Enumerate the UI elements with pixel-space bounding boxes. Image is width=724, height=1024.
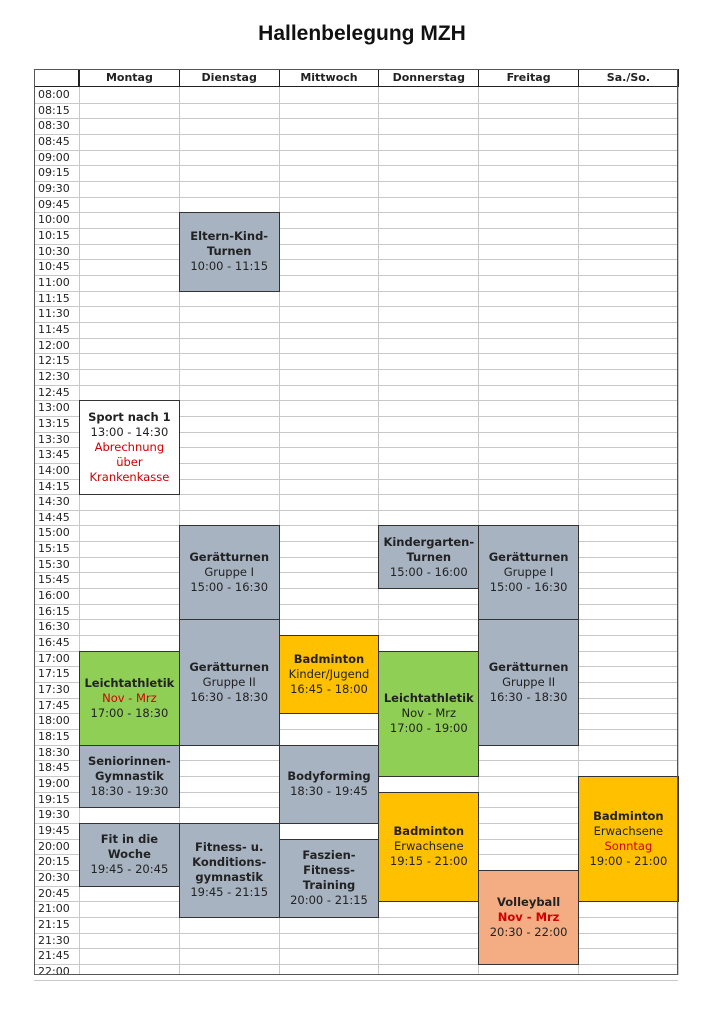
- time-label: 16:15: [38, 604, 70, 618]
- schedule-block-geraet-fr-1: [478, 525, 579, 620]
- block-line: Nov - Mrz: [497, 909, 560, 924]
- schedule-block-fitness: [179, 823, 280, 918]
- schedule-block-geraet-di-1: [179, 525, 280, 620]
- day-header: Sa./So.: [578, 69, 679, 87]
- block-title: Badminton: [293, 652, 365, 667]
- day-header: Freitag: [478, 69, 579, 87]
- row-line: [34, 134, 678, 135]
- schedule-block-bodyforming: [279, 745, 380, 824]
- time-label: 13:45: [38, 448, 70, 462]
- block-line: 10:00 - 11:15: [190, 259, 269, 274]
- block-line: Konditions-: [192, 855, 267, 870]
- block-line: 20:00 - 21:15: [290, 893, 368, 908]
- schedule-block-geraet-fr-2: [478, 619, 579, 745]
- schedule-block-kindergarten: [378, 525, 479, 589]
- block-title: Badminton: [393, 824, 465, 839]
- time-label: 14:30: [38, 495, 70, 509]
- row-line: [34, 291, 678, 292]
- block-line: Erwachsene: [593, 824, 664, 839]
- time-label: 08:00: [38, 88, 70, 101]
- row-line: [34, 181, 678, 182]
- row-line: [34, 369, 678, 370]
- time-label: 19:45: [38, 824, 70, 838]
- header-row: [34, 69, 678, 87]
- block-title: Sport nach 1: [88, 410, 171, 425]
- block-line: Gymnastik: [94, 769, 164, 784]
- time-label: 19:15: [38, 792, 70, 806]
- row-line: [34, 353, 678, 354]
- time-label: 10:00: [38, 213, 70, 227]
- time-label: 16:30: [38, 620, 70, 634]
- time-label: 11:00: [38, 275, 70, 289]
- row-line: [34, 604, 678, 605]
- row-line: [34, 588, 678, 589]
- block-line: Fitness-: [303, 863, 355, 878]
- row-line: [34, 212, 678, 213]
- block-line: Turnen: [406, 549, 452, 564]
- time-label: 17:15: [38, 667, 70, 681]
- block-title: Eltern-Kind-: [190, 229, 269, 244]
- block-line: 17:00 - 18:30: [90, 705, 169, 720]
- block-line: 16:45 - 18:00: [290, 682, 368, 697]
- time-label: 22:00: [38, 964, 70, 978]
- time-label: 11:15: [38, 291, 70, 305]
- block-title: Fit in die: [100, 832, 159, 847]
- row-line: [34, 510, 678, 511]
- block-line: 15:00 - 16:00: [389, 564, 468, 579]
- block-line: Training: [302, 878, 356, 893]
- time-label: 21:15: [38, 917, 70, 931]
- block-line: gymnastik: [195, 870, 263, 885]
- block-title: Fitness- u.: [195, 840, 264, 855]
- block-line: 19:15 - 21:00: [389, 854, 468, 869]
- block-line: Krankenkasse: [89, 470, 170, 485]
- time-label: 20:30: [38, 871, 70, 884]
- time-label: 09:30: [38, 181, 70, 195]
- schedule-grid: [34, 69, 678, 978]
- time-label: 12:45: [38, 385, 70, 399]
- row-line: [34, 948, 678, 949]
- block-title: Kindergarten-: [383, 534, 475, 549]
- time-label: 13:00: [38, 401, 70, 415]
- row-line: [34, 259, 678, 260]
- block-title: Gerätturnen: [189, 660, 270, 675]
- schedule-block-senioren: [79, 745, 180, 809]
- time-label: 18:30: [38, 745, 70, 759]
- schedule-block-fit-woche: [79, 823, 180, 887]
- day-header: Dienstag: [179, 69, 280, 87]
- time-label: 15:15: [38, 542, 70, 556]
- time-label: 13:30: [38, 432, 70, 446]
- time-label: 15:00: [38, 526, 70, 540]
- row-line: [34, 103, 678, 104]
- time-label: 09:15: [38, 166, 70, 180]
- block-line: 20:30 - 22:00: [489, 924, 568, 939]
- time-label: 08:30: [38, 119, 70, 133]
- schedule-block-leicht-mo: [79, 651, 180, 746]
- time-label: 08:15: [38, 103, 70, 117]
- schedule-block-sport-nach-1: [79, 400, 180, 495]
- time-label: 21:45: [38, 949, 70, 963]
- time-label: 14:45: [38, 510, 70, 524]
- time-label: 12:00: [38, 338, 70, 352]
- schedule-block-leicht-do: [378, 651, 479, 777]
- row-line: [34, 980, 678, 981]
- time-label: 10:45: [38, 260, 70, 274]
- time-label: 12:30: [38, 369, 70, 383]
- block-title: Gerätturnen: [189, 550, 270, 565]
- time-label: 15:45: [38, 573, 70, 587]
- day-header: Donnerstag: [378, 69, 479, 87]
- block-title: Leichtathletik: [383, 691, 474, 706]
- block-line: Kinder/Jugend: [288, 667, 370, 682]
- block-line: 16:30 - 18:30: [489, 690, 568, 705]
- row-line: [34, 338, 678, 339]
- block-line: Woche: [107, 847, 151, 862]
- row-line: [34, 964, 678, 965]
- time-label: 20:45: [38, 886, 70, 900]
- time-label: 14:00: [38, 463, 70, 477]
- schedule-block-eltern-kind: [179, 212, 280, 291]
- schedule-block-volleyball: [478, 870, 579, 965]
- day-header: Mittwoch: [279, 69, 380, 87]
- time-label: 17:45: [38, 698, 70, 712]
- block-line: Abrechnung über: [94, 440, 165, 470]
- time-label: 17:30: [38, 683, 70, 697]
- time-label: 19:00: [38, 777, 70, 791]
- block-line: 18:30 - 19:45: [290, 784, 368, 799]
- block-line: Nov - Mrz: [401, 706, 457, 721]
- time-label: 12:15: [38, 354, 70, 368]
- block-line: Turnen: [206, 244, 252, 259]
- row-line: [34, 525, 678, 526]
- row-line: [34, 118, 678, 119]
- schedule-block-badminton-so: [578, 776, 679, 902]
- schedule-block-faszien: [279, 839, 380, 918]
- block-line: Gruppe I: [204, 565, 255, 580]
- time-label: 10:15: [38, 228, 70, 242]
- block-line: 17:00 - 19:00: [389, 721, 468, 736]
- row-line: [34, 306, 678, 307]
- block-line: Gruppe II: [502, 675, 556, 690]
- row-line: [34, 228, 678, 229]
- row-line: [34, 197, 678, 198]
- block-line: Nov - Mrz: [102, 690, 157, 705]
- block-line: Sonntag: [604, 839, 653, 854]
- block-line: 19:45 - 20:45: [90, 862, 169, 877]
- row-line: [34, 933, 678, 934]
- time-label: 14:15: [38, 479, 70, 493]
- block-title: Bodyforming: [287, 769, 371, 784]
- time-label: 17:00: [38, 651, 70, 665]
- schedule-block-badminton-erw-do: [378, 792, 479, 903]
- time-label: 16:45: [38, 636, 70, 650]
- time-label: 20:00: [38, 839, 70, 853]
- block-title: Faszien-: [302, 848, 356, 863]
- time-label: 16:00: [38, 589, 70, 603]
- row-line: [34, 322, 678, 323]
- block-line: Gruppe I: [503, 565, 554, 580]
- block-line: 19:45 - 21:15: [190, 885, 269, 900]
- block-title: Leichtathletik: [84, 675, 175, 690]
- time-label: 15:30: [38, 557, 70, 571]
- block-line: 13:00 - 14:30: [90, 425, 169, 440]
- block-line: 15:00 - 16:30: [489, 580, 568, 595]
- day-header: Montag: [79, 69, 180, 87]
- row-line: [34, 619, 678, 620]
- page-title: Hallenbelegung MZH: [258, 22, 466, 45]
- time-label: 08:45: [38, 134, 70, 148]
- row-line: [34, 541, 678, 542]
- time-label: 09:45: [38, 197, 70, 211]
- time-label: 13:15: [38, 416, 70, 430]
- block-line: 16:30 - 18:30: [190, 690, 269, 705]
- block-line: Erwachsene: [394, 839, 464, 854]
- time-label: 10:30: [38, 244, 70, 258]
- row-line: [34, 150, 678, 151]
- schedule-block-badminton-jugend: [279, 635, 380, 714]
- block-line: 15:00 - 16:30: [190, 580, 269, 595]
- time-label: 11:45: [38, 322, 70, 336]
- schedule-block-geraet-di-2: [179, 619, 280, 745]
- block-title: Seniorinnen-: [87, 754, 171, 769]
- row-line: [34, 275, 678, 276]
- time-label: 19:30: [38, 808, 70, 822]
- row-line: [34, 557, 678, 558]
- block-title: Gerätturnen: [488, 550, 569, 565]
- time-label: 21:00: [38, 902, 70, 916]
- block-title: Badminton: [593, 809, 664, 824]
- row-line: [34, 572, 678, 573]
- time-label: 18:45: [38, 761, 70, 775]
- block-title: Gerätturnen: [488, 660, 569, 675]
- block-line: 19:00 - 21:00: [589, 854, 668, 869]
- time-label: 18:15: [38, 730, 70, 744]
- block-line: Gruppe II: [202, 675, 256, 690]
- time-label: 18:00: [38, 714, 70, 728]
- block-line: 18:30 - 19:30: [90, 784, 169, 799]
- time-label: 11:30: [38, 307, 70, 321]
- row-line: [34, 165, 678, 166]
- header-corner: [34, 69, 79, 87]
- time-label: 21:30: [38, 933, 70, 947]
- time-label: 09:00: [38, 150, 70, 164]
- time-label: 20:15: [38, 855, 70, 869]
- row-line: [34, 244, 678, 245]
- block-title: Volleyball: [496, 894, 561, 909]
- row-line: [34, 385, 678, 386]
